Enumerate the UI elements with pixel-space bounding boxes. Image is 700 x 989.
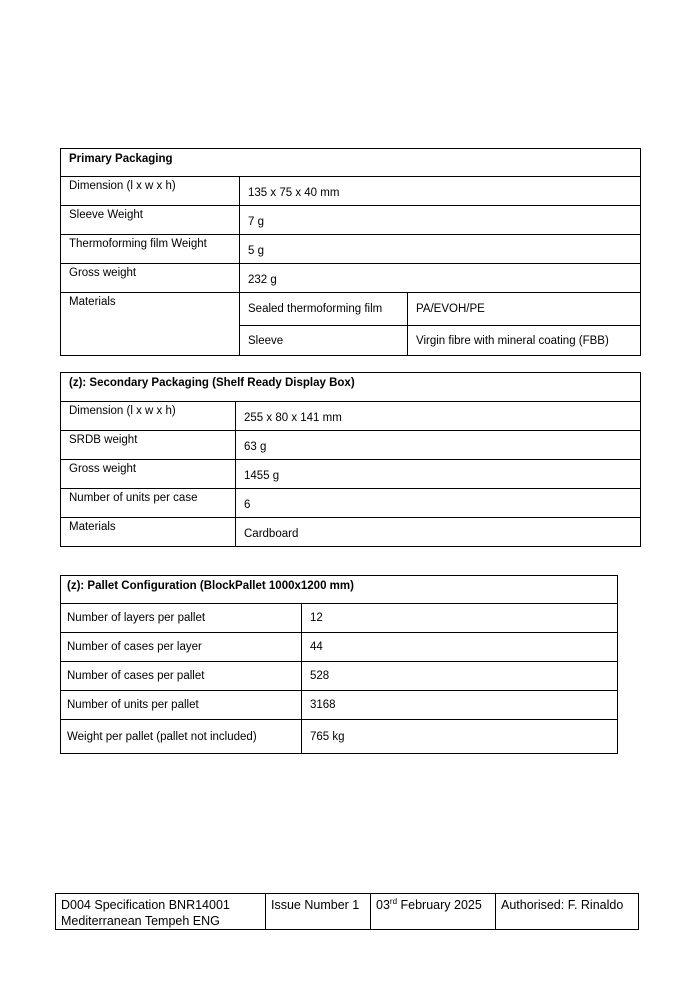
units-per-case-value: 6 [236, 489, 641, 518]
units-per-case-label: Number of units per case [61, 489, 236, 518]
material-value: Virgin fibre with mineral coating (FBB) [408, 326, 641, 356]
gross-weight-value: 232 g [240, 264, 641, 293]
material-name: Sleeve [240, 326, 408, 356]
cases-per-layer-value: 44 [302, 633, 618, 662]
material-name: Sealed thermoforming film [240, 293, 408, 326]
secondary-packaging-table [60, 372, 641, 547]
units-per-pallet-label: Number of units per pallet [61, 691, 302, 720]
pallet-configuration-table [60, 575, 618, 754]
cases-per-pallet-label: Number of cases per pallet [61, 662, 302, 691]
materials-label: Materials [61, 293, 240, 356]
document-id-line1: D004 Specification BNR14001 [61, 898, 230, 912]
document-footer [55, 893, 639, 930]
date-rest: February 2025 [397, 898, 482, 912]
pallet-configuration-title: (z): Pallet Configuration (BlockPallet 1000x1200 mm) [61, 576, 618, 604]
materials-value: Cardboard [236, 518, 641, 547]
materials-label: Materials [61, 518, 236, 547]
cases-per-pallet-value: 528 [302, 662, 618, 691]
primary-packaging-table [60, 148, 641, 356]
gross-weight-value: 1455 g [236, 460, 641, 489]
srdb-weight-value: 63 g [236, 431, 641, 460]
gross-weight-label: Gross weight [61, 264, 240, 293]
date-suffix: rd [389, 897, 398, 906]
sleeve-weight-value: 7 g [240, 206, 641, 235]
document-id [56, 894, 266, 930]
issue-date [371, 894, 496, 930]
layers-per-pallet-value: 12 [302, 604, 618, 633]
dimension-value: 255 x 80 x 141 mm [236, 402, 641, 431]
dimension-label: Dimension (l x w x h) [61, 177, 240, 206]
document-id-line2: Mediterranean Tempeh ENG [61, 914, 220, 928]
dimension-value: 135 x 75 x 40 mm [240, 177, 641, 206]
sleeve-weight-label: Sleeve Weight [61, 206, 240, 235]
film-weight-value: 5 g [240, 235, 641, 264]
dimension-label: Dimension (l x w x h) [61, 402, 236, 431]
layers-per-pallet-label: Number of layers per pallet [61, 604, 302, 633]
gross-weight-label: Gross weight [61, 460, 236, 489]
material-value: PA/EVOH/PE [408, 293, 641, 326]
srdb-weight-label: SRDB weight [61, 431, 236, 460]
weight-per-pallet-value: 765 kg [302, 720, 618, 754]
date-day: 03 [376, 898, 390, 912]
secondary-packaging-title: (z): Secondary Packaging (Shelf Ready Display Box) [61, 373, 641, 402]
authorised-by: Authorised: F. Rinaldo [496, 894, 639, 930]
cases-per-layer-label: Number of cases per layer [61, 633, 302, 662]
primary-packaging-title: Primary Packaging [61, 149, 641, 177]
film-weight-label: Thermoforming film Weight [61, 235, 240, 264]
issue-number: Issue Number 1 [266, 894, 371, 930]
weight-per-pallet-label: Weight per pallet (pallet not included) [61, 720, 302, 754]
units-per-pallet-value: 3168 [302, 691, 618, 720]
